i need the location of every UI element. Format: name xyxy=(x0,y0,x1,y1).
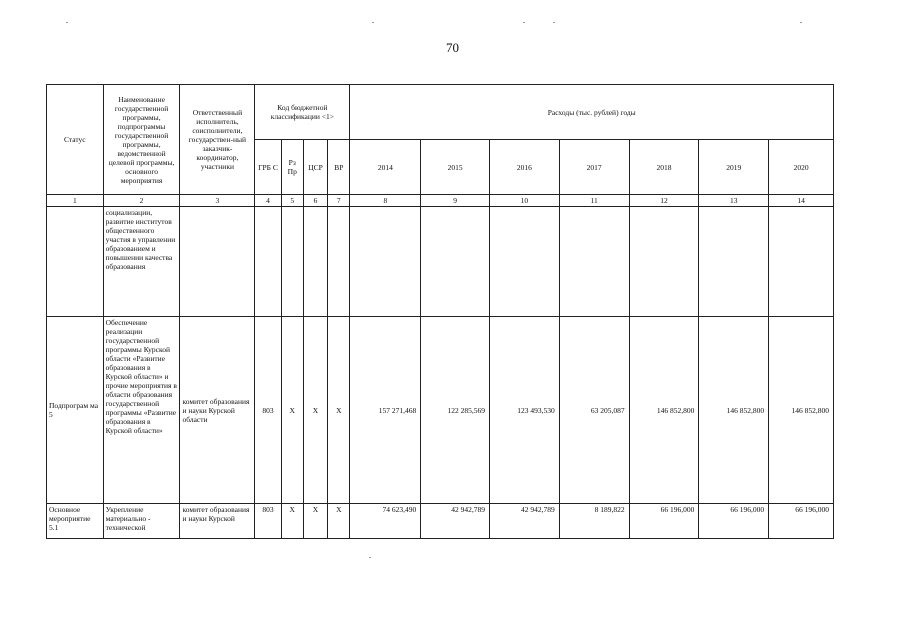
column-number: 4 xyxy=(255,195,281,207)
column-number: 3 xyxy=(180,195,255,207)
column-number: 6 xyxy=(303,195,327,207)
row-value: 157 271,468 xyxy=(350,317,421,504)
row-value: 146 852,800 xyxy=(769,317,834,504)
column-number-row xyxy=(47,195,834,207)
row-name: Обеспечение реализации государственной программы Курской области «Развитие образования в Курской области» и прочие мероприятия в области образования государственной программы «Развитие образования в Курской области» xyxy=(103,317,180,504)
row-value xyxy=(350,207,421,317)
row-vr xyxy=(328,207,350,317)
row-csr: Х xyxy=(303,504,327,539)
column-number: 7 xyxy=(328,195,350,207)
scan-speck xyxy=(800,22,802,23)
row-rzpr xyxy=(281,207,303,317)
header-status: Статус xyxy=(47,85,104,195)
row-value xyxy=(769,207,834,317)
row-value: 42 942,789 xyxy=(490,504,560,539)
row-value: 74 623,490 xyxy=(350,504,421,539)
column-number: 1 xyxy=(47,195,104,207)
header-year: 2019 xyxy=(699,140,769,195)
header-year: 2017 xyxy=(559,140,629,195)
row-value: 146 852,800 xyxy=(629,317,699,504)
header-executor: Ответственный исполнитель, соисполнители, государствен-ный заказчик-координатор, участники xyxy=(180,85,255,195)
column-number: 5 xyxy=(281,195,303,207)
header-grbs: ГРБ С xyxy=(255,140,281,195)
row-value xyxy=(490,207,560,317)
table-row xyxy=(47,207,834,317)
column-number: 13 xyxy=(699,195,769,207)
row-status: Основное мероприятие 5.1 xyxy=(47,504,104,539)
header-year: 2018 xyxy=(629,140,699,195)
header-year: 2020 xyxy=(769,140,834,195)
row-value: 63 205,087 xyxy=(559,317,629,504)
row-rzpr: Х xyxy=(281,317,303,504)
header-expenses: Расходы (тыс. рублей) годы xyxy=(350,85,834,140)
row-value xyxy=(421,207,490,317)
row-executor xyxy=(180,207,255,317)
scan-speck xyxy=(553,22,555,23)
table-row xyxy=(47,317,834,504)
row-executor: комитет образования и науки Курской xyxy=(180,504,255,539)
header-csr: ЦСР xyxy=(303,140,327,195)
header-year: 2014 xyxy=(350,140,421,195)
column-number: 10 xyxy=(490,195,560,207)
table-row xyxy=(47,504,834,539)
row-csr xyxy=(303,207,327,317)
column-number: 9 xyxy=(421,195,490,207)
row-csr: Х xyxy=(303,317,327,504)
row-value xyxy=(629,207,699,317)
row-value: 8 189,822 xyxy=(559,504,629,539)
row-status xyxy=(47,207,104,317)
row-value: 122 285,569 xyxy=(421,317,490,504)
scan-speck xyxy=(372,22,374,23)
header-year: 2016 xyxy=(490,140,560,195)
row-value: 123 493,530 xyxy=(490,317,560,504)
header-name: Наименование государственной программы, подпрограммы государственной программы, ведомственной целевой программы, основного мероприятия xyxy=(103,85,180,195)
row-grbs: 803 xyxy=(255,317,281,504)
column-number: 8 xyxy=(350,195,421,207)
row-vr: Х xyxy=(328,317,350,504)
row-rzpr: Х xyxy=(281,504,303,539)
page-number: 70 xyxy=(446,40,459,55)
column-number: 14 xyxy=(769,195,834,207)
scan-speck xyxy=(66,22,68,23)
row-value xyxy=(699,207,769,317)
budget-table xyxy=(46,84,834,539)
row-grbs xyxy=(255,207,281,317)
header-year: 2015 xyxy=(421,140,490,195)
row-value xyxy=(559,207,629,317)
column-number: 11 xyxy=(559,195,629,207)
scan-speck xyxy=(369,557,371,558)
column-number: 12 xyxy=(629,195,699,207)
row-value: 42 942,789 xyxy=(421,504,490,539)
row-value: 66 196,000 xyxy=(699,504,769,539)
row-value: 66 196,000 xyxy=(629,504,699,539)
row-name: социализации, развитие институтов общественного участия в управлении образованием и повышении качества образования xyxy=(103,207,180,317)
row-value: 66 196,000 xyxy=(769,504,834,539)
row-executor: комитет образования и науки Курской области xyxy=(180,317,255,504)
row-name: Укрепление материально - технической xyxy=(103,504,180,539)
row-status: Подпрограм ма 5 xyxy=(47,317,104,504)
header-vr: ВР xyxy=(328,140,350,195)
column-number: 2 xyxy=(103,195,180,207)
row-value: 146 852,800 xyxy=(699,317,769,504)
header-rzpr: Рз Пр xyxy=(281,140,303,195)
row-grbs: 803 xyxy=(255,504,281,539)
scan-speck xyxy=(523,22,525,23)
header-budget-code: Код бюджетной классификации <1> xyxy=(255,85,350,140)
row-vr: Х xyxy=(328,504,350,539)
